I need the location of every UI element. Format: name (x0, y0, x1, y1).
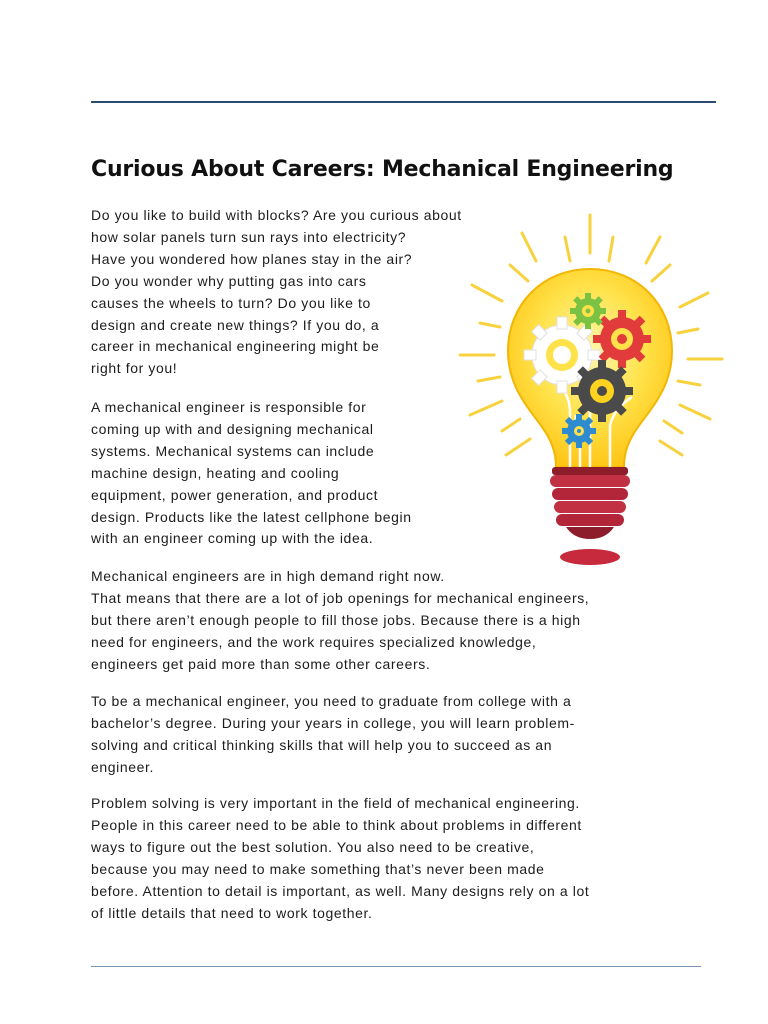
paragraph-line: with an engineer coming up with the idea. (91, 530, 374, 547)
ray (502, 419, 520, 431)
paragraph-line: career in mechanical engineering might be (91, 338, 380, 355)
paragraph-line: of little details that need to work together. (91, 904, 373, 921)
paragraph-intro (91, 205, 462, 380)
gear-red-icon (593, 310, 651, 368)
paragraph-line: Mechanical engineers are in high demand right now. (91, 568, 445, 584)
paragraph-line: design and create new things? If you do, a (91, 316, 380, 333)
paragraph-line: systems. Mechanical systems can include (91, 442, 375, 459)
paragraph-line: before. Attention to detail is important, as well. Many designs rely on a lot (91, 882, 590, 899)
ray (609, 237, 613, 261)
paragraph-education (91, 691, 575, 779)
header-rule (91, 101, 716, 103)
paragraph-line: bachelor’s degree. During your years in college, you will learn problem- (91, 714, 575, 731)
paragraph-line: coming up with and designing mechanical (91, 420, 374, 437)
ray (646, 237, 660, 263)
paragraph-line: solving and critical thinking skills that will help you to succeed as an (91, 736, 553, 753)
ray (680, 405, 710, 419)
paragraph-responsibilities (91, 397, 412, 550)
ray (565, 237, 570, 261)
paragraph-line: need for engineers, and the work requires specialized knowledge, (91, 633, 537, 650)
paragraph-line: design. Products like the latest cellphone begin (91, 508, 412, 525)
footer-rule (91, 966, 701, 967)
paragraph-line: Do you like to build with blocks? Are you curious about (91, 207, 462, 223)
paragraph-problem-solving (91, 793, 589, 924)
ray (472, 285, 502, 301)
page-title: Curious About Careers: Mechanical Engineering (91, 157, 674, 182)
bulb-base (550, 467, 630, 565)
paragraph-demand (91, 566, 589, 676)
paragraph-line: how solar panels turn sun rays into electricity? (91, 228, 407, 245)
paragraph-line: Have you wondered how planes stay in the air? (91, 250, 413, 267)
gear-blue-icon (562, 414, 596, 448)
ray (480, 323, 500, 327)
gear-green-icon (570, 293, 606, 329)
gear-dark-icon (571, 360, 633, 422)
ray (678, 329, 698, 333)
ray (522, 233, 536, 261)
paragraph-line: People in this career need to be able to think about problems in different (91, 816, 582, 833)
paragraph-line: engineer. (91, 758, 155, 775)
paragraph-line: That means that there are a lot of job openings for mechanical engineers, (91, 589, 590, 606)
ray (510, 265, 528, 281)
paragraph-line: ways to figure out the best solution. You also need to be creative, (91, 838, 535, 855)
paragraph-line: Do you wonder why putting gas into cars (91, 272, 367, 289)
paragraph-line: Problem solving is very important in the field of mechanical engineering. (91, 795, 580, 811)
paragraph-line: because you may need to make something that’s never been made (91, 860, 545, 877)
paragraph-line: equipment, power generation, and product (91, 486, 379, 503)
ray (680, 293, 708, 307)
ray (678, 381, 700, 385)
paragraph-line: machine design, heating and cooling (91, 464, 340, 481)
paragraph-line: A mechanical engineer is responsible for (91, 399, 367, 415)
ray (470, 401, 502, 415)
lightbulb-with-gears-icon (446, 205, 728, 570)
paragraph-line: engineers get paid more than some other careers. (91, 655, 431, 672)
ray (660, 441, 682, 455)
ray (652, 265, 670, 281)
ray (478, 377, 500, 381)
paragraph-line: To be a mechanical engineer, you need to graduate from college with a (91, 693, 572, 709)
paragraph-line: causes the wheels to turn? Do you like to (91, 294, 371, 311)
ray (664, 421, 682, 433)
ray (506, 439, 530, 455)
paragraph-line: right for you! (91, 360, 178, 377)
paragraph-line: but there aren’t enough people to fill those jobs. Because there is a high (91, 611, 581, 628)
